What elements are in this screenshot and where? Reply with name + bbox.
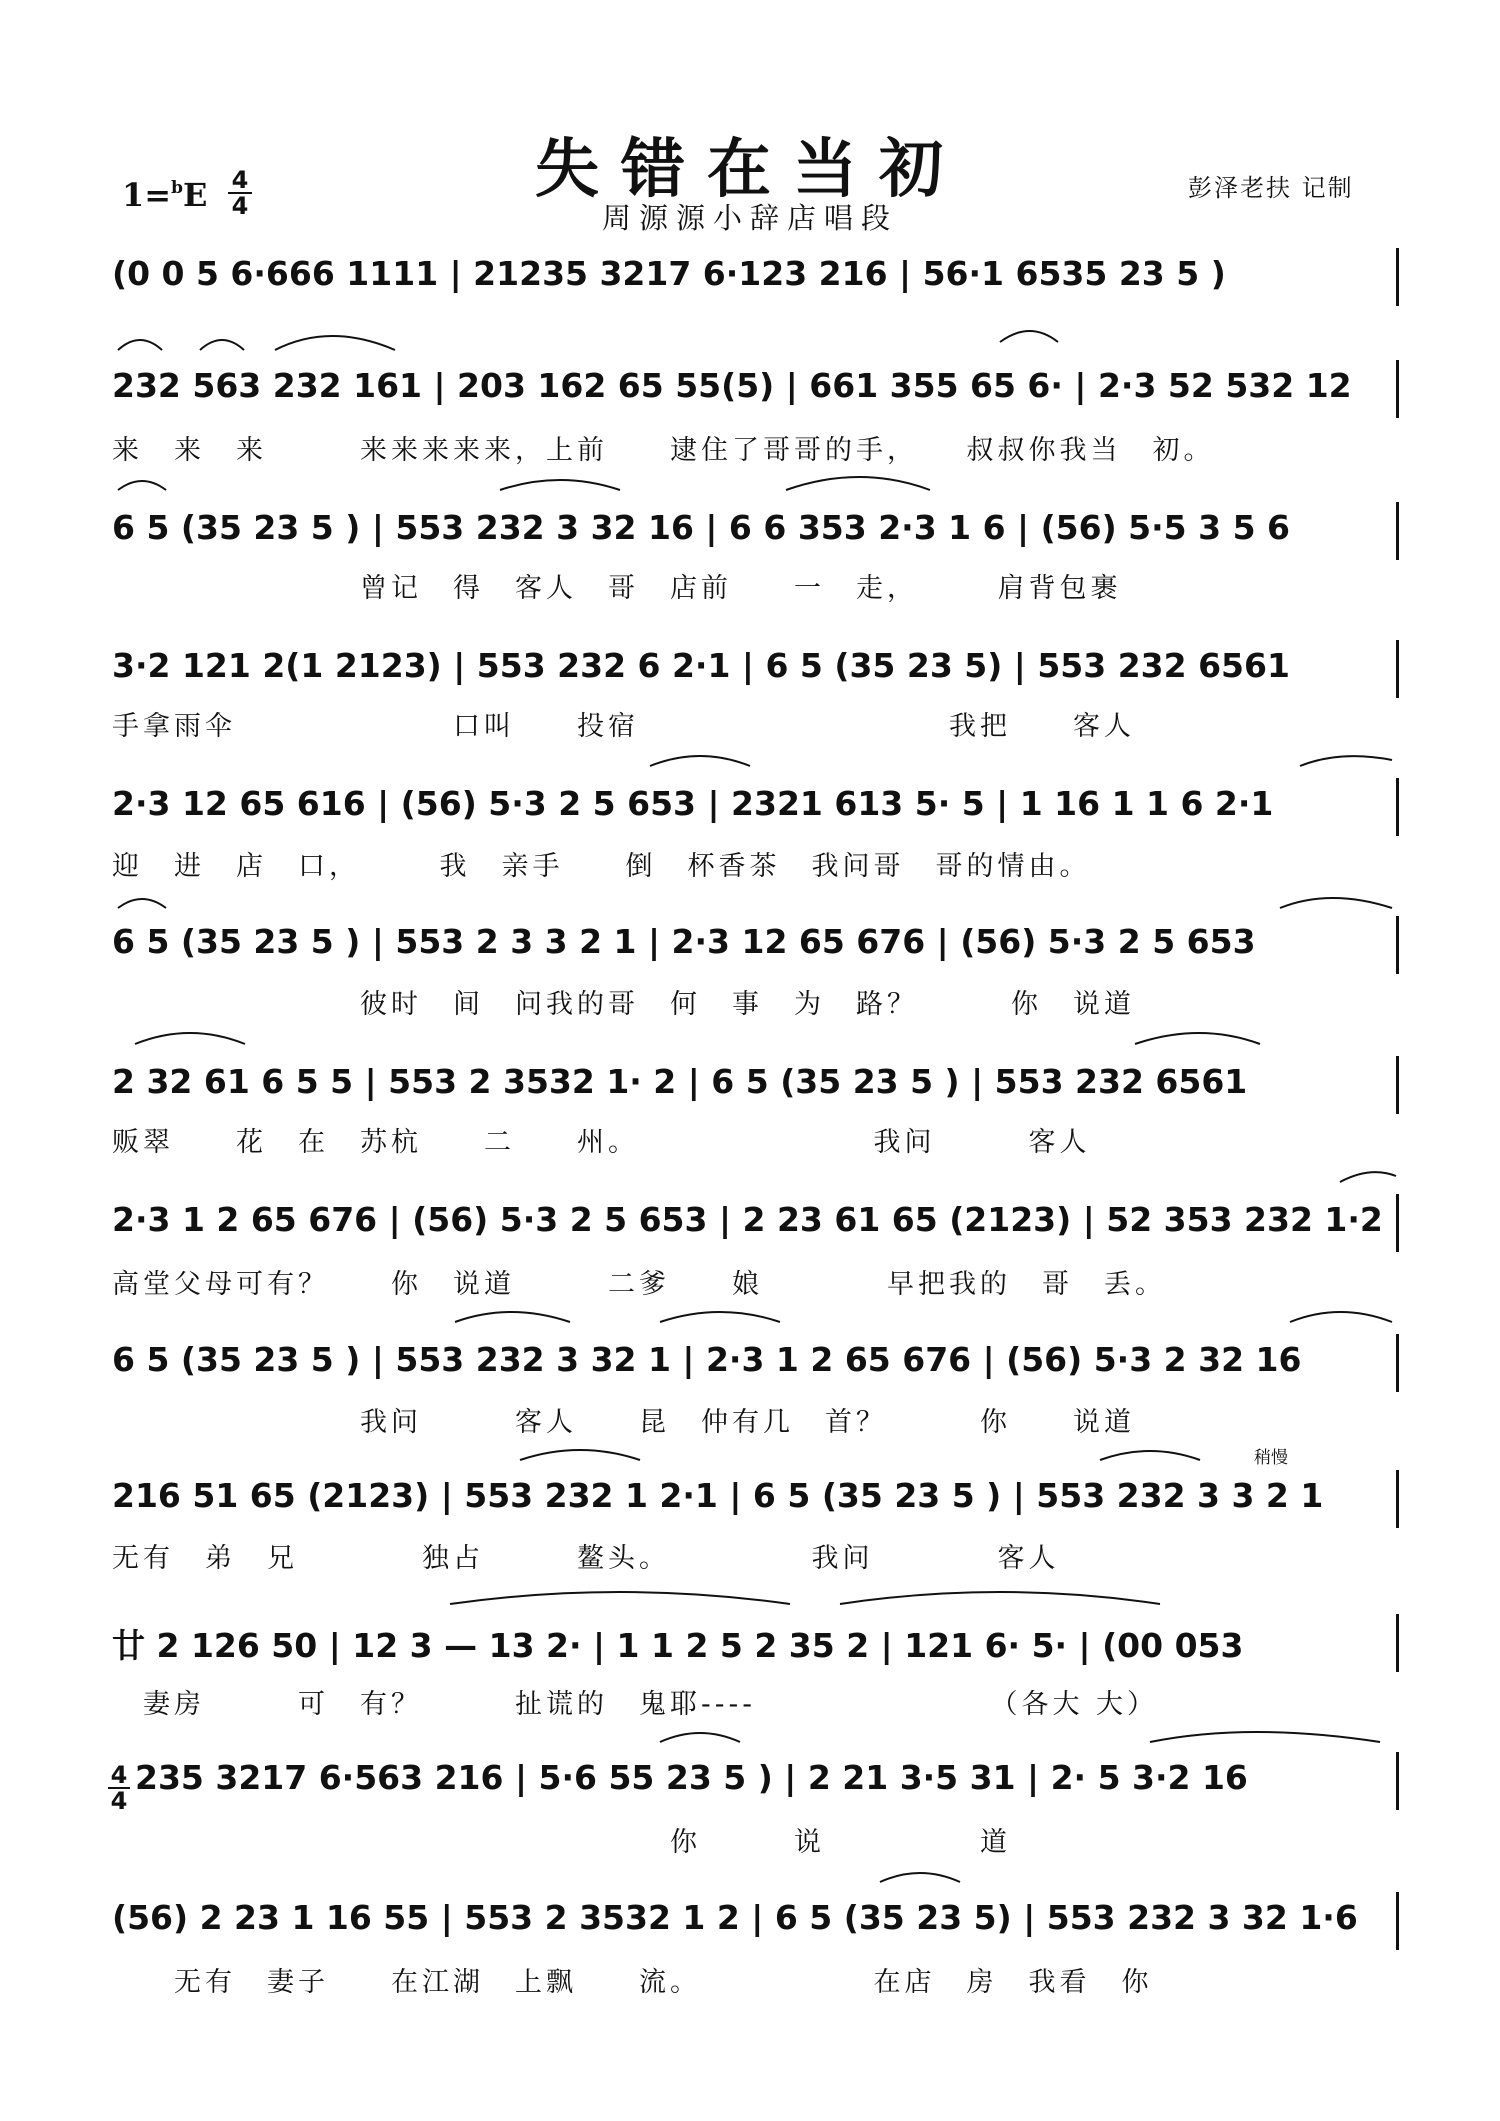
lyric-line-12: 你 说 道 [112,1827,1011,1858]
music-line-10: 216 51 65 (2123) | 553 232 1 2·1 | 6 5 (35 23 5 ) | 553 232 3 3 2 1 [112,1476,1324,1515]
music-line-12: 235 3217 6·563 216 | 5·6 55 23 5 ) | 2 21 3·5 31 | 2· 5 3·2 16 [135,1758,1248,1797]
slur [1340,1172,1396,1182]
lyric-line-11: 妻房 可 有？ 扯谎的 鬼耶---- （各大 大） [112,1689,1159,1720]
music-line-4: 3·2 121 2(1 2123) | 553 232 6 2·1 | 6 5 (35 23 5) | 553 232 6561 [112,646,1290,685]
slur [660,1312,780,1322]
slur [786,477,930,490]
slur [118,340,162,350]
key-flat: b [171,178,183,198]
music-line-7: 2 32 61 6 5 5 | 553 2 3532 1· 2 | 6 5 (35 23 5 ) | 553 232 6561 [112,1062,1248,1101]
slur [650,756,750,766]
lyric-line-10: 无有 弟 兄 独占 鳌头。 我问 客人 [112,1543,1060,1574]
slur [1150,1732,1380,1742]
slur [450,1592,790,1604]
lyric-line-2: 来 来 来 来来来来来，上前 逮住了哥哥的手， 叔叔你我当 初。 [112,435,1215,466]
slur [500,480,620,490]
lyric-line-13: 无有 妻子 在江湖 上飘 流。 在店 房 我看 你 [112,1967,1153,1998]
music-line-6: 6 5 (35 23 5 ) | 553 2 3 3 2 1 | 2·3 12 65 676 | (56) 5·3 2 5 653 [112,922,1256,961]
slur [840,1592,1160,1604]
music-line-9: 6 5 (35 23 5 ) | 553 232 3 32 1 | 2·3 1 2 65 676 | (56) 5·3 2 32 16 [112,1340,1302,1379]
music-line-8: 2·3 1 2 65 676 | (56) 5·3 2 5 653 | 2 23 61 65 (2123) | 52 353 232 1·2 [112,1200,1383,1239]
slur [275,336,395,350]
slur [118,481,166,490]
lyric-line-7: 贩翠 花 在 苏杭 二 州。 我问 客人 [112,1127,1091,1158]
transcriber-credit: 彭泽老扶 记制 [1188,174,1354,202]
tempo-annotation: 稍慢 [1254,1448,1288,1468]
slur [520,1450,640,1460]
lyric-line-6: 彼时 间 问我的哥 何 事 为 路？ 你 说道 [112,989,1135,1020]
lyric-line-4: 手拿雨伞 口叫 投宿 我把 客人 [112,711,1135,742]
key-prefix: 1= [122,176,172,214]
music-line-13: (56) 2 23 1 16 55 | 553 2 3532 1 2 | 6 5 (35 23 5) | 553 232 3 32 1·6 [112,1898,1358,1937]
lyric-line-9: 我问 客人 昆 仲有几 首？ 你 说道 [112,1407,1135,1438]
slur [660,1733,740,1742]
slur [1000,331,1058,342]
slur [455,1312,570,1322]
score-subtitle: 周源源小辞店唱段 [601,201,898,235]
lyric-line-8: 高堂父母可有？ 你 说道 二爹 娘 早把我的 哥 丢。 [112,1269,1166,1300]
slur [118,899,166,908]
slur [1135,1033,1260,1044]
music-line-2: 232 563 232 161 | 203 162 65 55(5) | 661 355 65 6· | 2·3 52 532 12 [112,366,1352,405]
meter-change-bottom: 4 [110,1787,128,1815]
slur [1100,1451,1200,1460]
music-line-1: (0 0 5 6·666 1111 | 21235 3217 6·123 216 | 56·1 6535 23 5 ) [112,254,1226,293]
meter-change-top: 4 [108,1763,130,1789]
key-note: E [182,176,208,214]
slur [1300,756,1392,766]
meter-top: 4 [228,168,252,194]
music-line-11: 廿 2 126 50 | 12 3 — 13 2· | 1 1 2 5 2 35 2 | 121 6· 5· | (00 053 [112,1626,1244,1665]
lyric-line-3: 曾记 得 客人 哥 店前 一 走， 肩背包裹 [112,573,1122,604]
meter-bottom: 4 [231,192,249,220]
music-line-3: 6 5 (35 23 5 ) | 553 232 3 32 16 | 6 6 353 2·3 1 6 | (56) 5·5 3 5 6 [112,508,1290,547]
slur [200,340,244,350]
slur [135,1033,245,1044]
slur [1280,898,1392,908]
score-title: 失错在当初 [535,133,965,207]
slur [880,1873,960,1882]
music-line-5: 2·3 12 65 616 | (56) 5·3 2 5 653 | 2321 613 5· 5 | 1 16 1 1 6 2·1 [112,784,1274,823]
lyric-line-5: 迎 进 店 口， 我 亲手 倒 杯香茶 我问哥 哥的情由。 [112,851,1091,882]
slur [1290,1312,1392,1322]
